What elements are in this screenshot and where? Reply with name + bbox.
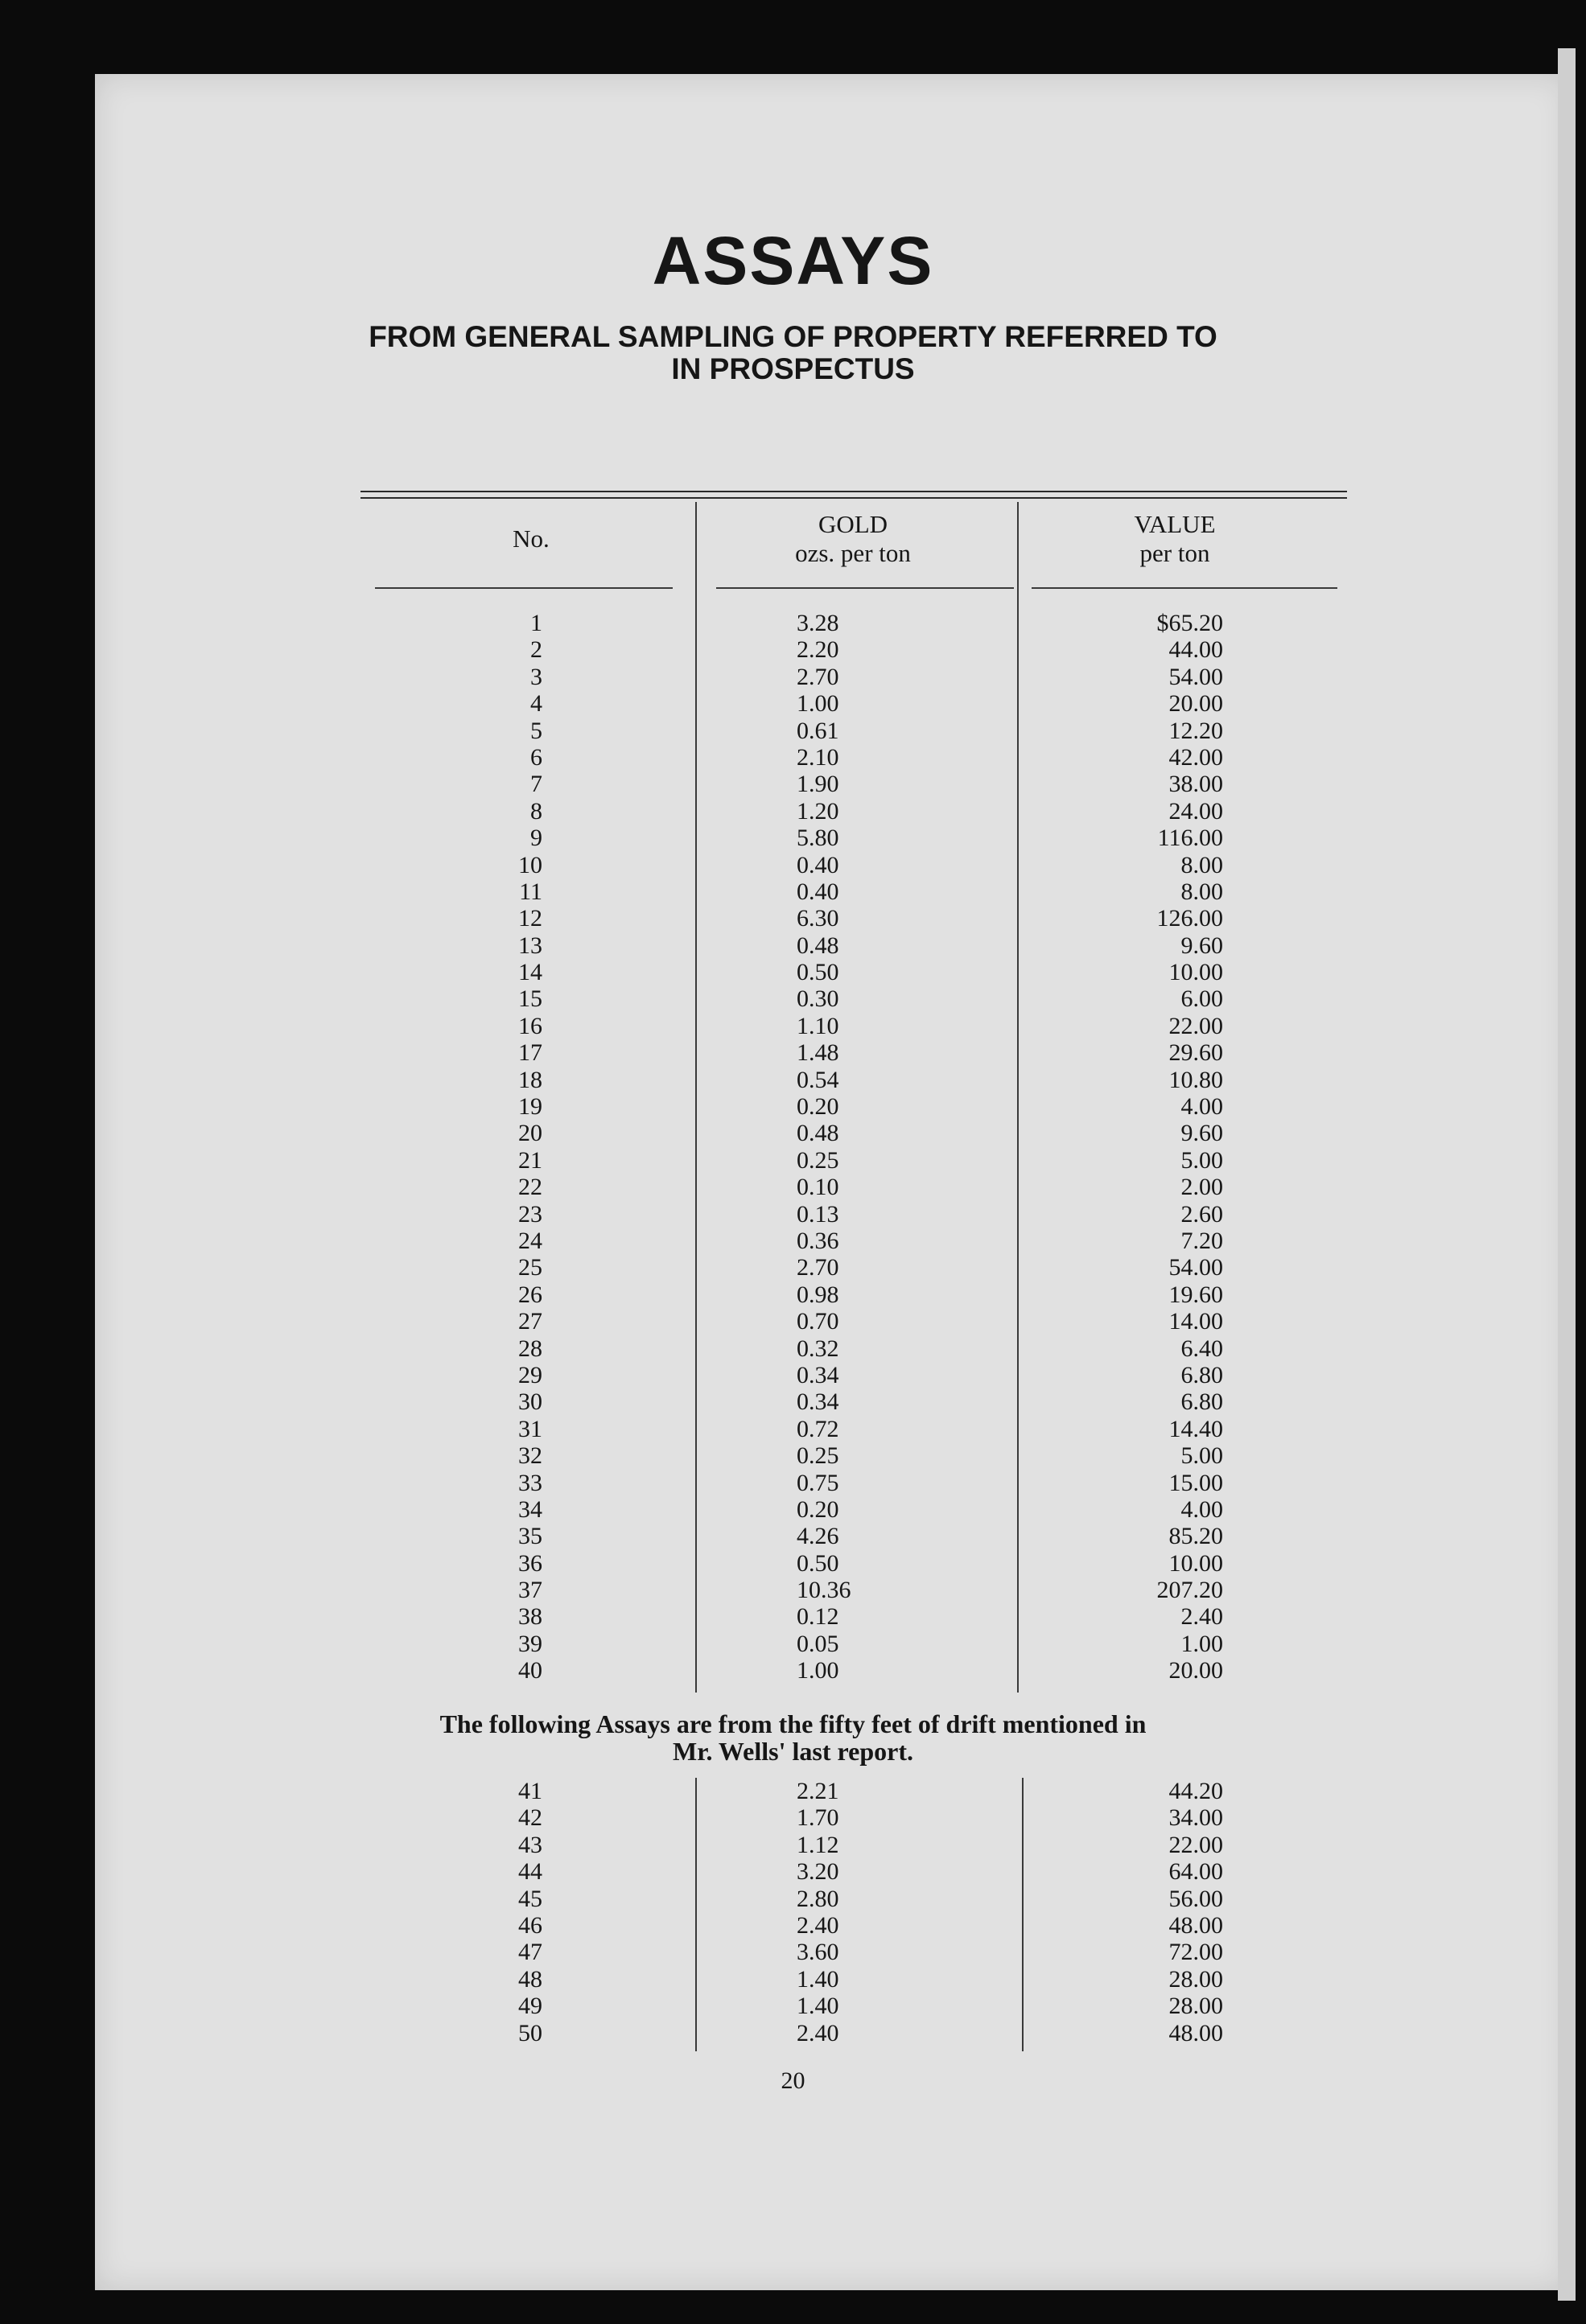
table-row xyxy=(0,932,1586,959)
table-row xyxy=(0,1093,1586,1120)
gold-ozs-per-ton: 0.40 xyxy=(797,851,839,878)
gold-ozs-per-ton: 0.72 xyxy=(797,1415,839,1442)
value-per-ton: 2.60 xyxy=(1180,1200,1223,1228)
value-per-ton: 126.00 xyxy=(1156,905,1223,932)
table-row xyxy=(0,1858,1586,1885)
assay-number: 12 xyxy=(518,905,542,932)
gold-ozs-per-ton: 1.00 xyxy=(797,690,839,718)
value-per-ton: 72.00 xyxy=(1168,1939,1223,1966)
value-per-ton: 28.00 xyxy=(1168,1965,1223,1993)
gold-ozs-per-ton: 2.70 xyxy=(797,663,839,690)
gold-ozs-per-ton: 1.10 xyxy=(797,1012,839,1039)
value-per-ton: 28.00 xyxy=(1168,1993,1223,2020)
assay-number: 16 xyxy=(518,1012,542,1039)
value-per-ton: 22.00 xyxy=(1168,1012,1223,1039)
value-per-ton: 4.00 xyxy=(1180,1495,1223,1523)
assay-number: 29 xyxy=(518,1361,542,1388)
table-row xyxy=(0,1362,1586,1388)
assay-number: 25 xyxy=(518,1254,542,1281)
column-header-no xyxy=(451,524,612,553)
value-per-ton: 54.00 xyxy=(1168,1254,1223,1281)
assay-number: 3 xyxy=(530,663,542,690)
gold-ozs-per-ton: 1.48 xyxy=(797,1039,839,1067)
assay-number: 43 xyxy=(518,1831,542,1858)
gold-ozs-per-ton: 2.40 xyxy=(797,1911,839,1939)
value-per-ton: 8.00 xyxy=(1180,851,1223,878)
table-row xyxy=(0,1416,1586,1442)
table-row xyxy=(0,1147,1586,1174)
gold-ozs-per-ton: 0.34 xyxy=(797,1361,839,1388)
assay-number: 44 xyxy=(518,1858,542,1886)
drift-assay-table xyxy=(0,1778,1586,2046)
assay-number: 21 xyxy=(518,1146,542,1174)
table-row xyxy=(0,1470,1586,1496)
table-row xyxy=(0,1174,1586,1200)
gold-ozs-per-ton: 0.36 xyxy=(797,1227,839,1254)
table-row xyxy=(0,1966,1586,1993)
value-per-ton: 6.80 xyxy=(1180,1361,1223,1388)
table-row xyxy=(0,610,1586,636)
gold-ozs-per-ton: 0.61 xyxy=(797,717,839,744)
column-rule-no xyxy=(375,587,673,589)
value-per-ton: 9.60 xyxy=(1180,1120,1223,1147)
table-row xyxy=(0,1886,1586,1912)
table-row xyxy=(0,1603,1586,1630)
gold-ozs-per-ton: 1.40 xyxy=(797,1965,839,1993)
value-per-ton: 8.00 xyxy=(1180,878,1223,905)
assay-number: 6 xyxy=(530,743,542,771)
gold-ozs-per-ton: 3.60 xyxy=(797,1939,839,1966)
table-row xyxy=(0,690,1586,717)
gold-ozs-per-ton: 2.80 xyxy=(797,1885,839,1912)
value-per-ton: 116.00 xyxy=(1157,825,1223,852)
table-row xyxy=(0,1550,1586,1577)
gold-ozs-per-ton: 3.20 xyxy=(797,1858,839,1886)
gold-ozs-per-ton: 0.98 xyxy=(797,1281,839,1308)
table-row xyxy=(0,1039,1586,1066)
value-per-ton: 6.40 xyxy=(1180,1335,1223,1362)
value-per-ton: 29.60 xyxy=(1168,1039,1223,1067)
value-per-ton: $65.20 xyxy=(1156,610,1223,636)
value-per-ton: 14.00 xyxy=(1168,1308,1223,1335)
value-per-ton: 42.00 xyxy=(1168,743,1223,771)
assay-number: 26 xyxy=(518,1281,542,1308)
table-row xyxy=(0,1120,1586,1146)
value-per-ton: 12.20 xyxy=(1168,717,1223,744)
gold-ozs-per-ton: 0.13 xyxy=(797,1200,839,1228)
assay-number: 48 xyxy=(518,1965,542,1993)
table-row xyxy=(0,1254,1586,1281)
value-per-ton: 5.00 xyxy=(1180,1442,1223,1470)
gold-ozs-per-ton: 1.90 xyxy=(797,771,839,798)
assay-number: 30 xyxy=(518,1388,542,1416)
value-per-ton: 44.20 xyxy=(1168,1778,1223,1804)
value-per-ton: 85.20 xyxy=(1168,1523,1223,1550)
gold-ozs-per-ton: 0.05 xyxy=(797,1630,839,1657)
value-per-ton: 9.60 xyxy=(1180,932,1223,959)
assay-number: 22 xyxy=(518,1174,542,1201)
gold-ozs-per-ton: 1.40 xyxy=(797,1993,839,2020)
assay-number: 39 xyxy=(518,1630,542,1657)
assay-number: 18 xyxy=(518,1066,542,1093)
gold-ozs-per-ton: 2.40 xyxy=(797,2019,839,2046)
table-row xyxy=(0,1388,1586,1415)
gold-ozs-per-ton: 0.25 xyxy=(797,1146,839,1174)
header-rule-bottom xyxy=(360,497,1347,499)
column-rule-gold xyxy=(716,587,1014,589)
gold-ozs-per-ton: 0.48 xyxy=(797,1120,839,1147)
gold-ozs-per-ton: 4.26 xyxy=(797,1523,839,1550)
table-row xyxy=(0,1577,1586,1603)
page-number: 20 xyxy=(781,2067,805,2094)
value-per-ton: 5.00 xyxy=(1180,1146,1223,1174)
assay-number: 34 xyxy=(518,1495,542,1523)
assay-number: 46 xyxy=(518,1911,542,1939)
value-per-ton: 19.60 xyxy=(1168,1281,1223,1308)
table-row xyxy=(0,1631,1586,1657)
assay-number: 31 xyxy=(518,1415,542,1442)
assay-table xyxy=(0,610,1586,1684)
value-per-ton: 6.80 xyxy=(1180,1388,1223,1416)
gold-ozs-per-ton: 2.20 xyxy=(797,636,839,664)
table-row xyxy=(0,878,1586,905)
column-rule-value xyxy=(1032,587,1337,589)
column-header-gold xyxy=(740,510,966,568)
subtitle-line-1: FROM GENERAL SAMPLING OF PROPERTY REFERRED TO xyxy=(369,320,1217,353)
assay-number: 33 xyxy=(518,1469,542,1496)
header-rule-top xyxy=(360,491,1347,492)
gold-ozs-per-ton: 0.32 xyxy=(797,1335,839,1362)
assay-number: 20 xyxy=(518,1120,542,1147)
assay-number: 47 xyxy=(518,1939,542,1966)
column-header-gold-label: GOLD xyxy=(818,510,888,538)
assay-number: 17 xyxy=(518,1039,542,1067)
table-row xyxy=(0,2020,1586,2046)
value-per-ton: 1.00 xyxy=(1180,1630,1223,1657)
table-row xyxy=(0,1523,1586,1549)
assay-number: 10 xyxy=(518,851,542,878)
column-header-value-unit: per ton xyxy=(1139,539,1210,567)
table-row xyxy=(0,985,1586,1012)
gold-ozs-per-ton: 0.34 xyxy=(797,1388,839,1416)
table-row xyxy=(0,744,1586,771)
gold-ozs-per-ton: 5.80 xyxy=(797,825,839,852)
assay-number: 49 xyxy=(518,1993,542,2020)
assay-number: 50 xyxy=(518,2019,542,2046)
gold-ozs-per-ton: 1.70 xyxy=(797,1804,839,1832)
value-per-ton: 24.00 xyxy=(1168,797,1223,825)
table-row xyxy=(0,1013,1586,1039)
drift-note-line-1: The following Assays are from the fifty feet of drift mentioned in xyxy=(439,1709,1147,1738)
value-per-ton: 7.20 xyxy=(1180,1227,1223,1254)
value-per-ton: 54.00 xyxy=(1168,663,1223,690)
assay-number: 1 xyxy=(530,610,542,636)
subtitle-line-2: IN PROSPECTUS xyxy=(671,352,915,385)
assay-number: 5 xyxy=(530,717,542,744)
gold-ozs-per-ton: 0.10 xyxy=(797,1174,839,1201)
gold-ozs-per-ton: 0.20 xyxy=(797,1093,839,1121)
gold-ozs-per-ton: 6.30 xyxy=(797,905,839,932)
table-row xyxy=(0,1442,1586,1469)
value-per-ton: 38.00 xyxy=(1168,771,1223,798)
assay-number: 9 xyxy=(530,825,542,852)
value-per-ton: 10.00 xyxy=(1168,959,1223,986)
gold-ozs-per-ton: 3.28 xyxy=(797,610,839,636)
assay-number: 40 xyxy=(518,1657,542,1684)
table-row xyxy=(0,1993,1586,2019)
table-row xyxy=(0,1067,1586,1093)
gold-ozs-per-ton: 2.70 xyxy=(797,1254,839,1281)
gold-ozs-per-ton: 0.25 xyxy=(797,1442,839,1470)
drift-note-line-2: Mr. Wells' last report. xyxy=(673,1737,913,1766)
assay-number: 15 xyxy=(518,985,542,1013)
value-per-ton: 4.00 xyxy=(1180,1093,1223,1121)
value-per-ton: 10.00 xyxy=(1168,1549,1223,1577)
table-row xyxy=(0,959,1586,985)
table-row xyxy=(0,1657,1586,1684)
assay-number: 35 xyxy=(518,1523,542,1550)
table-row xyxy=(0,1201,1586,1228)
table-row xyxy=(0,1912,1586,1939)
column-header-value-label: VALUE xyxy=(1134,510,1216,538)
assay-number: 38 xyxy=(518,1603,542,1631)
gold-ozs-per-ton: 1.00 xyxy=(797,1657,839,1684)
assay-number: 32 xyxy=(518,1442,542,1470)
gold-ozs-per-ton: 1.20 xyxy=(797,797,839,825)
assay-number: 42 xyxy=(518,1804,542,1832)
gold-ozs-per-ton: 0.48 xyxy=(797,932,839,959)
value-per-ton: 48.00 xyxy=(1168,1911,1223,1939)
table-row xyxy=(0,1281,1586,1308)
value-per-ton: 34.00 xyxy=(1168,1804,1223,1832)
value-per-ton: 14.40 xyxy=(1168,1415,1223,1442)
table-row xyxy=(0,636,1586,663)
gold-ozs-per-ton: 0.30 xyxy=(797,985,839,1013)
table-row xyxy=(0,825,1586,851)
assay-number: 8 xyxy=(530,797,542,825)
assay-number: 13 xyxy=(518,932,542,959)
value-per-ton: 15.00 xyxy=(1168,1469,1223,1496)
assay-number: 28 xyxy=(518,1335,542,1362)
assay-number: 2 xyxy=(530,636,542,664)
table-row xyxy=(0,1804,1586,1831)
assay-number: 7 xyxy=(530,771,542,798)
gold-ozs-per-ton: 2.10 xyxy=(797,743,839,771)
column-header-gold-unit: ozs. per ton xyxy=(795,539,911,567)
table-row xyxy=(0,1832,1586,1858)
gold-ozs-per-ton: 0.54 xyxy=(797,1066,839,1093)
value-per-ton: 207.20 xyxy=(1156,1577,1223,1604)
gold-ozs-per-ton: 0.12 xyxy=(797,1603,839,1631)
column-header-value xyxy=(1070,510,1279,568)
table-row xyxy=(0,1496,1586,1523)
assay-number: 24 xyxy=(518,1227,542,1254)
value-per-ton: 64.00 xyxy=(1168,1858,1223,1886)
table-row xyxy=(0,1939,1586,1965)
gold-ozs-per-ton: 0.50 xyxy=(797,1549,839,1577)
gold-ozs-per-ton: 0.40 xyxy=(797,878,839,905)
page-title: ASSAYS xyxy=(652,223,934,298)
gold-ozs-per-ton: 1.12 xyxy=(797,1831,839,1858)
table-row xyxy=(0,664,1586,690)
gold-ozs-per-ton: 10.36 xyxy=(797,1577,851,1604)
assay-number: 23 xyxy=(518,1200,542,1228)
table-row xyxy=(0,798,1586,825)
assay-number: 36 xyxy=(518,1549,542,1577)
table-row xyxy=(0,1228,1586,1254)
value-per-ton: 56.00 xyxy=(1168,1885,1223,1912)
assay-number: 14 xyxy=(518,959,542,986)
table-row xyxy=(0,1335,1586,1362)
assay-number: 45 xyxy=(518,1885,542,1912)
assay-number: 27 xyxy=(518,1308,542,1335)
table-row xyxy=(0,1308,1586,1335)
value-per-ton: 6.00 xyxy=(1180,985,1223,1013)
table-row xyxy=(0,852,1586,878)
table-row xyxy=(0,1778,1586,1804)
gold-ozs-per-ton: 0.20 xyxy=(797,1495,839,1523)
assay-number: 37 xyxy=(518,1577,542,1604)
gold-ozs-per-ton: 0.50 xyxy=(797,959,839,986)
assay-number: 19 xyxy=(518,1093,542,1121)
value-per-ton: 10.80 xyxy=(1168,1066,1223,1093)
value-per-ton: 22.00 xyxy=(1168,1831,1223,1858)
value-per-ton: 44.00 xyxy=(1168,636,1223,664)
assay-number: 41 xyxy=(518,1778,542,1804)
column-header-no-label: No. xyxy=(513,524,550,553)
value-per-ton: 2.40 xyxy=(1180,1603,1223,1631)
value-per-ton: 2.00 xyxy=(1180,1174,1223,1201)
table-row xyxy=(0,771,1586,797)
assay-number: 4 xyxy=(530,690,542,718)
value-per-ton: 48.00 xyxy=(1168,2019,1223,2046)
table-row xyxy=(0,905,1586,932)
gold-ozs-per-ton: 0.75 xyxy=(797,1469,839,1496)
gold-ozs-per-ton: 0.70 xyxy=(797,1308,839,1335)
value-per-ton: 20.00 xyxy=(1168,690,1223,718)
gold-ozs-per-ton: 2.21 xyxy=(797,1778,839,1804)
value-per-ton: 20.00 xyxy=(1168,1657,1223,1684)
table-row xyxy=(0,718,1586,744)
assay-number: 11 xyxy=(519,878,542,905)
